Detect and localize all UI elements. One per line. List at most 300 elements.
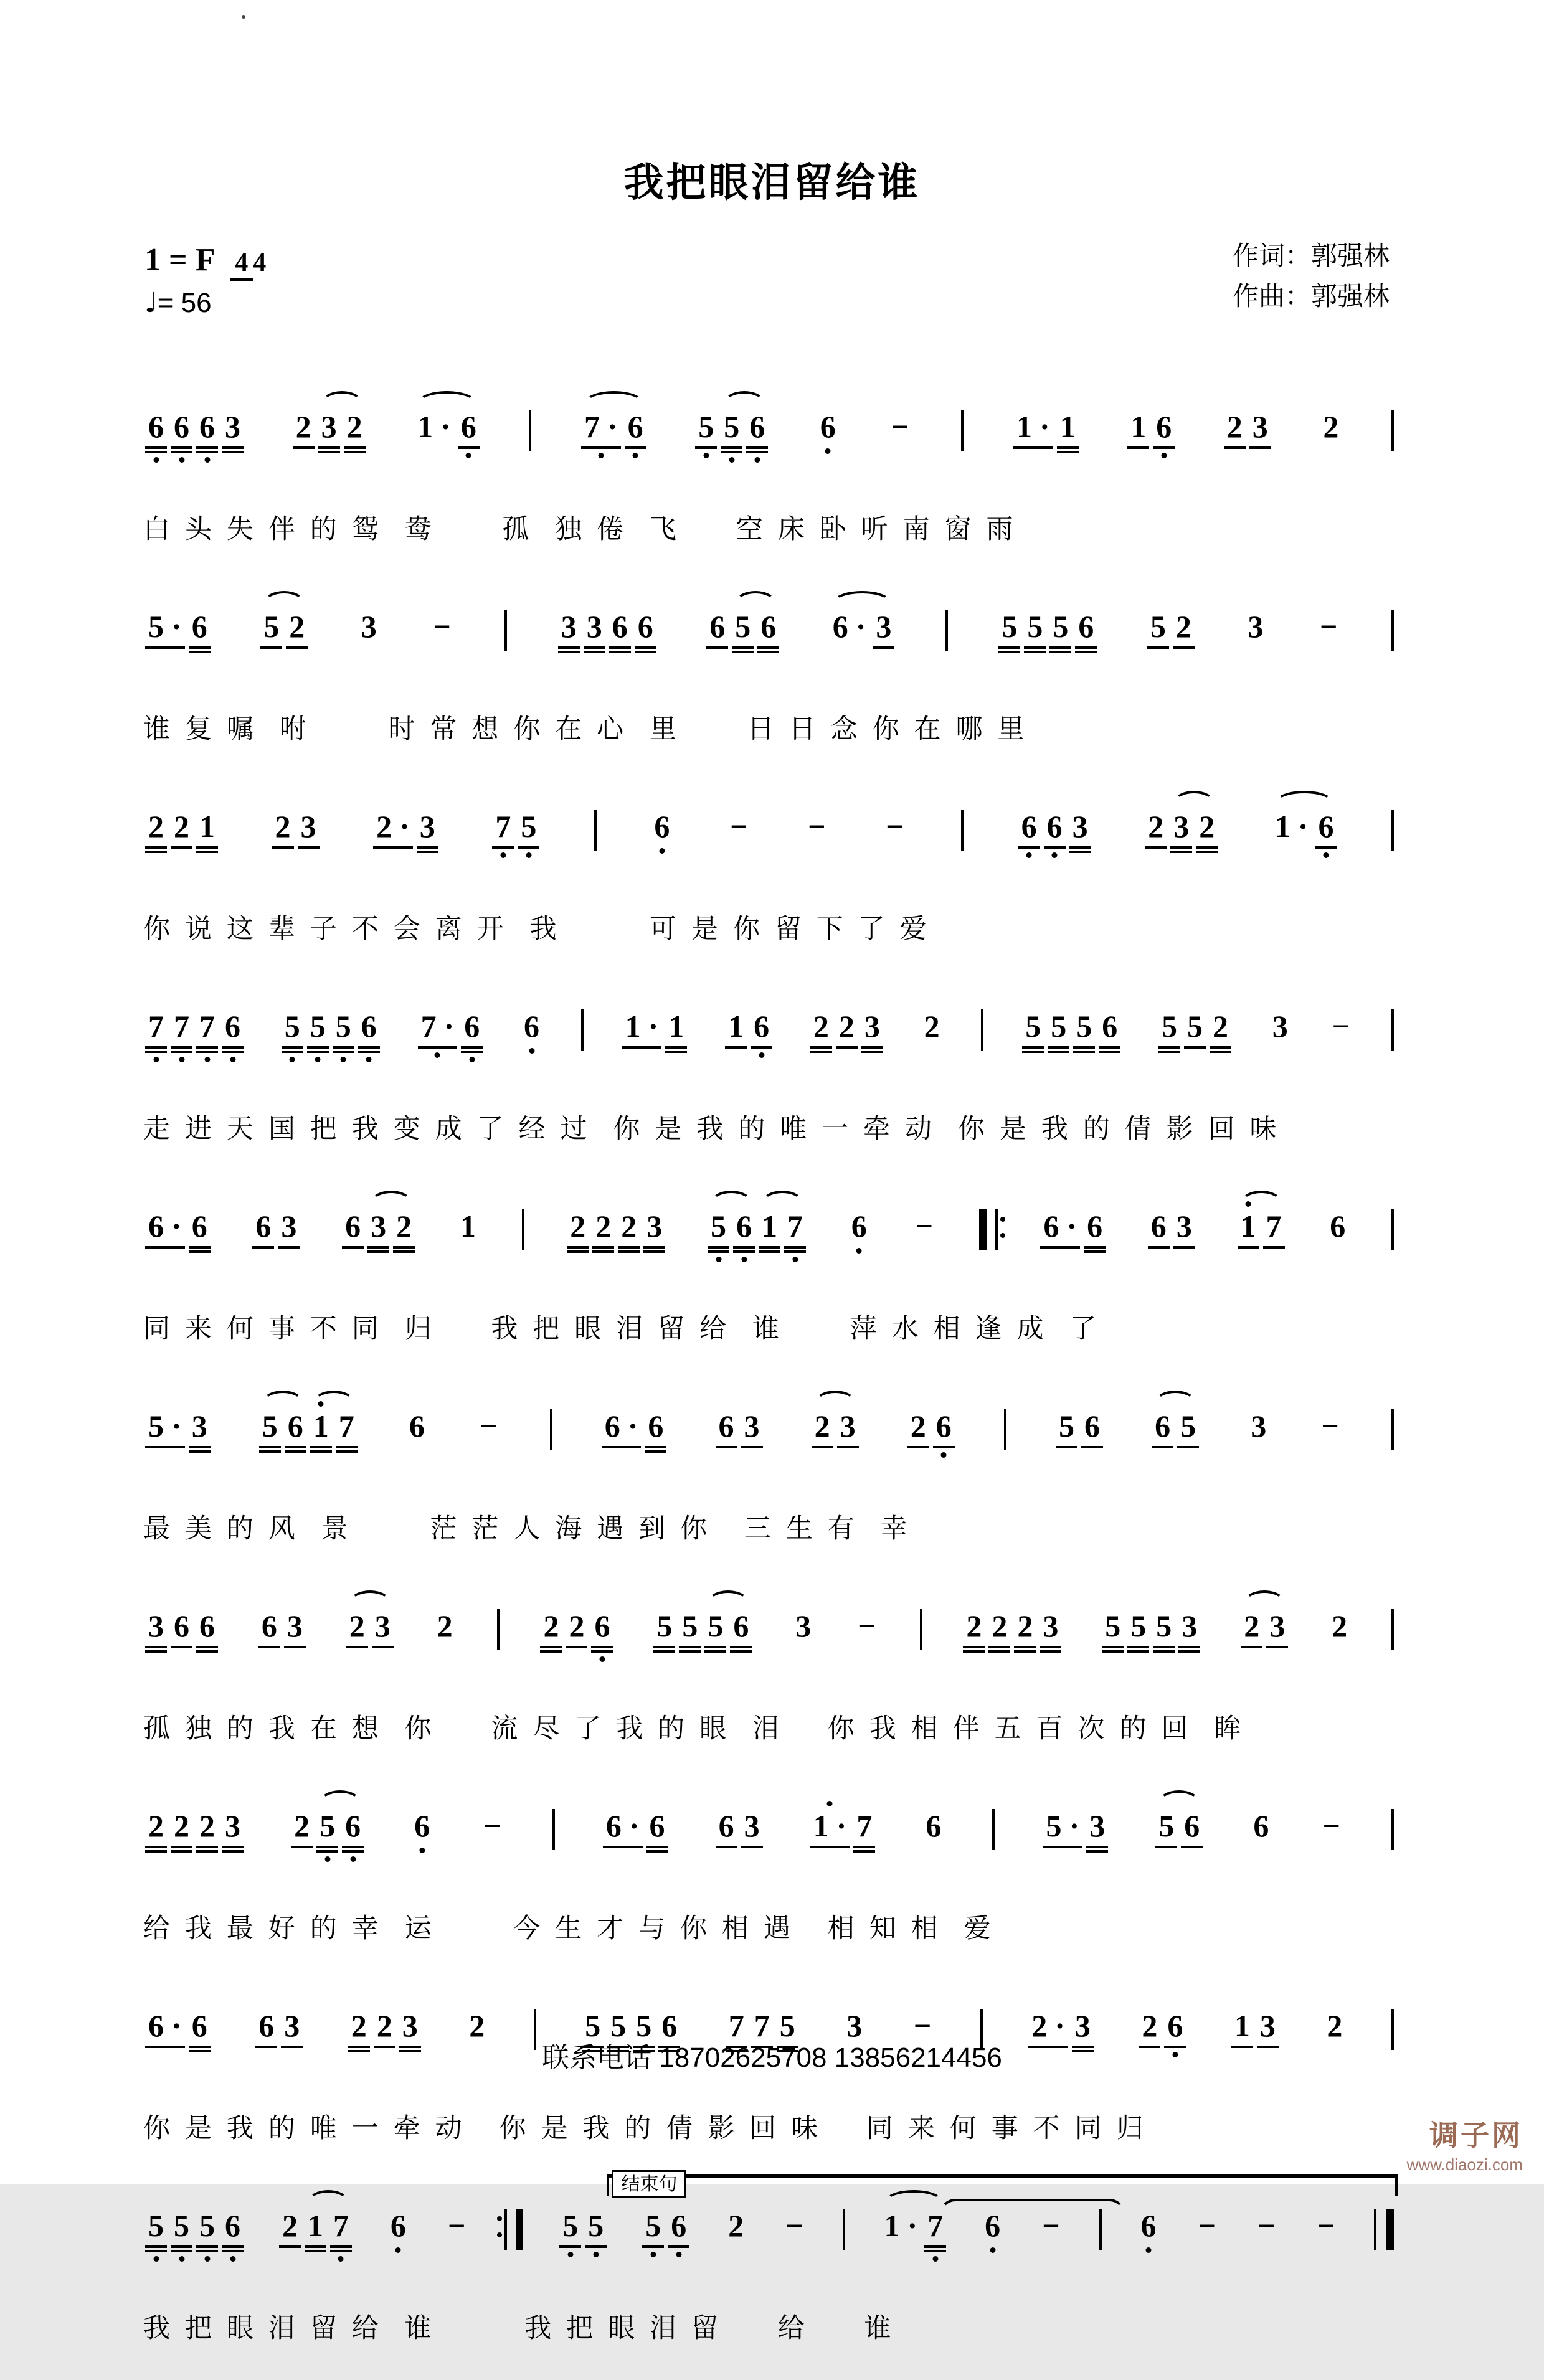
note: 5 (1177, 1409, 1199, 1448)
beam-underline (592, 1244, 614, 1253)
note: 6 (409, 1409, 425, 1443)
beam-underline (342, 1244, 364, 1249)
beam-underline (558, 645, 580, 653)
note: 2 (988, 1609, 1010, 1653)
note: 1 · (417, 409, 451, 444)
beam-underline (725, 1044, 747, 1049)
lyrics-row: 谁 复 嘱 咐 时 常 想 你 在 心 里 日 日 念 你 在 哪 里 (143, 714, 1028, 744)
note: 3 (278, 1209, 300, 1249)
beat-group (1037, 2209, 1065, 2244)
beat-group (910, 1209, 938, 1244)
note: 6 (189, 610, 211, 653)
beam-underline (1073, 1044, 1095, 1053)
notes-row (143, 1381, 1396, 1489)
beam-underline (284, 1644, 306, 1648)
augmentation-dot: · (171, 1409, 182, 1443)
beat-group (1145, 610, 1196, 649)
slur-group (258, 610, 310, 649)
beam-underline (196, 2244, 218, 2252)
note: 2 · (373, 810, 413, 849)
note: 6 (521, 1009, 542, 1044)
note: 3 (584, 610, 605, 653)
beam-underline (196, 1044, 218, 1053)
note: 6 (668, 2209, 689, 2248)
duration-dash: − (729, 809, 748, 844)
beam-underline (853, 1844, 875, 1853)
beat-group (640, 2209, 691, 2248)
beam-underline (393, 1244, 415, 1253)
note: 5 · (145, 1409, 185, 1448)
barline (497, 1609, 500, 1650)
note: 5 (1024, 610, 1046, 653)
note: 5 (1153, 1609, 1175, 1653)
beam-underline (618, 1244, 640, 1253)
beam-underline (293, 445, 315, 449)
beat-group (879, 2209, 949, 2252)
beam-underline (645, 1444, 666, 1453)
lyrics-row: 走 进 天 国 把 我 变 成 了 经 过 你 是 我 的 唯 一 牵 动 你 是 我 的 倩 影 回 味 (143, 1114, 1281, 1144)
beat-group (853, 1609, 881, 1644)
beat-group (1327, 1009, 1355, 1044)
beam-underline (358, 1044, 380, 1053)
note: 6 (252, 1209, 274, 1249)
note: 7 (196, 1009, 218, 1053)
note: 1 · (622, 1009, 662, 1049)
augmentation-dot: · (443, 1009, 455, 1044)
note: 5 (708, 1209, 729, 1253)
beam-underline (1084, 1244, 1106, 1253)
watermark-site-name: 调子网 (1429, 2119, 1523, 2151)
note: 2 (1196, 810, 1218, 853)
note: 3 (189, 1409, 211, 1453)
duration-dash: − (1317, 2208, 1335, 2243)
beam-underline (196, 1844, 218, 1853)
beam-underline (584, 645, 605, 653)
note: 3 (1170, 810, 1192, 853)
slur-group (303, 2209, 354, 2252)
beam-underline (1153, 445, 1175, 449)
beam-underline (307, 1044, 329, 1053)
note: 1 (1238, 1209, 1259, 1249)
beam-underline (836, 1044, 858, 1049)
beat-group (810, 1409, 861, 1448)
note: 1 · (1013, 410, 1053, 449)
lyrics-row: 我 把 眼 泪 留 给 谁 我 把 眼 泪 留 给 谁 (143, 2313, 895, 2343)
beam-underline (704, 1644, 726, 1653)
note: 2 (1014, 1609, 1036, 1653)
beat-group (693, 410, 770, 453)
beam-underline (171, 1044, 192, 1053)
beam-underline (1014, 1644, 1036, 1653)
note: 3 (1173, 1209, 1195, 1249)
beat-group (815, 410, 841, 445)
beam-underline (196, 445, 218, 453)
note: 6 (387, 2209, 409, 2244)
beat-group (1038, 1209, 1107, 1253)
beam-underline (1024, 645, 1046, 653)
beam-underline (810, 1844, 850, 1848)
note: 7 (492, 810, 514, 849)
beat-group (565, 1209, 667, 1253)
note: 1 (759, 1209, 780, 1253)
augmentation-dot: · (648, 1009, 659, 1044)
note: 3 (1069, 810, 1091, 853)
note: 6 · (602, 1409, 642, 1448)
beat-group (371, 810, 440, 853)
beam-underline (1022, 1044, 1044, 1053)
beam-underline (837, 1444, 859, 1448)
note: 6 (848, 1209, 870, 1244)
note: 5 (653, 1609, 675, 1653)
note: 2 (963, 1609, 985, 1653)
beam-underline (665, 1044, 687, 1053)
barline (1391, 610, 1394, 651)
note: 6 (933, 1409, 955, 1448)
note: 2 (374, 2009, 395, 2048)
beam-underline (812, 1444, 833, 1448)
note: 2 (540, 1609, 562, 1653)
note: 5 (582, 2009, 604, 2052)
beat-group (340, 1209, 417, 1253)
beam-underline (196, 844, 218, 853)
note: 3 (846, 2008, 863, 2043)
beat-group (1016, 810, 1093, 853)
beam-underline (668, 2244, 689, 2248)
note: 6 (1148, 1209, 1170, 1249)
note: 5 (1048, 1009, 1069, 1053)
beam-underline (757, 645, 779, 653)
slur-group (308, 1409, 359, 1453)
beam-underline (259, 1444, 281, 1453)
note: 6 (1018, 810, 1040, 849)
note: 6 (746, 410, 768, 453)
note: 2 (1173, 610, 1195, 649)
beat-group (143, 1009, 245, 1053)
slur-group (1236, 1209, 1287, 1249)
note: 1 · (810, 1809, 850, 1848)
note: 3 (281, 2009, 303, 2048)
note: 3 (1072, 2009, 1094, 2052)
barline (981, 1009, 983, 1051)
beam-underline (189, 1444, 211, 1453)
beat-group (1312, 2209, 1340, 2244)
augmentation-dot: · (1054, 2008, 1065, 2043)
duration-dash: − (483, 1808, 501, 1843)
note: 6 (358, 1009, 380, 1053)
note: 1 (665, 1009, 687, 1053)
note: 6 (817, 410, 839, 445)
beat-group (257, 1409, 359, 1453)
beat-group (1193, 2209, 1221, 2244)
note: 6 (730, 1609, 752, 1653)
repeat-end-barline (504, 2209, 523, 2250)
beam-underline (1158, 1044, 1180, 1053)
slur-group (316, 410, 367, 453)
ending-label: 结束句 (612, 2170, 686, 2198)
beat-group (1153, 1809, 1205, 1848)
beam-underline (907, 1444, 929, 1448)
note: 6 (1099, 1009, 1120, 1053)
barline (843, 2209, 845, 2250)
beat-group (919, 1009, 945, 1044)
note: 2 (291, 1809, 313, 1848)
barline (1391, 1209, 1394, 1250)
note: 2 (293, 410, 315, 449)
note: 2 (1210, 1009, 1231, 1053)
score-line (143, 381, 1396, 546)
note: 3 (318, 410, 340, 453)
beam-underline (602, 1444, 642, 1448)
score-body (143, 381, 1396, 2380)
beam-underline (1127, 445, 1149, 449)
note: 5 (260, 610, 282, 649)
credits (1233, 235, 1390, 316)
note: 3 (1248, 609, 1264, 644)
tempo-marking: ♩= 56 (144, 287, 212, 319)
augmentation-dot: · (1297, 809, 1309, 844)
beat-group (808, 1809, 878, 1853)
duration-dash: − (433, 609, 451, 644)
note: 3 (372, 1609, 394, 1648)
beam-underline (171, 844, 192, 849)
beam-underline (1263, 1244, 1285, 1249)
note: 6 (706, 610, 728, 649)
note: 6 · (832, 609, 866, 644)
augmentation-dot: · (627, 1409, 638, 1443)
barline (961, 810, 964, 851)
note: 2 (1241, 1609, 1262, 1648)
note: 5 (642, 2209, 664, 2248)
notes-row (143, 1580, 1396, 1689)
slur-group (730, 610, 781, 653)
beam-underline (222, 2244, 244, 2252)
beam-underline (291, 1844, 313, 1848)
note: 3 (1251, 1409, 1267, 1443)
note: 6 (1164, 2009, 1186, 2048)
song-title: 我把眼泪留给谁 (623, 160, 921, 205)
beam-underline (1177, 1444, 1199, 1448)
beam-underline (1184, 1044, 1206, 1049)
beat-group (404, 1409, 430, 1444)
note: 2 (566, 1609, 587, 1648)
note: 6 (651, 810, 673, 844)
beat-group (1327, 1609, 1352, 1644)
note: 2 (567, 1209, 589, 1253)
beam-underline (1196, 844, 1218, 853)
beat-group (620, 1009, 689, 1053)
note: 6 (716, 1809, 737, 1848)
barline (945, 610, 948, 651)
beat-group (344, 1609, 395, 1648)
beam-underline (706, 645, 728, 649)
note: 5 (1158, 1009, 1180, 1053)
beat-group (1054, 1409, 1105, 1448)
tie-arc (939, 2199, 1126, 2225)
beam-underline (145, 2244, 167, 2252)
beam-underline (1210, 1044, 1231, 1053)
slur-group (1153, 1809, 1205, 1848)
beat-group (980, 2209, 1005, 2244)
beam-underline (741, 1844, 763, 1848)
notes-row (143, 781, 1396, 889)
beat-group (556, 610, 658, 653)
beam-underline (732, 645, 754, 653)
duration-dash: − (886, 809, 904, 844)
contact-footer: 联系电话 18702625708 13856214456 (542, 2042, 1002, 2073)
beam-underline (1152, 1444, 1173, 1448)
note: 6 (196, 1609, 218, 1653)
note: 2 (1139, 2009, 1160, 2048)
note: 6 (1152, 1409, 1173, 1448)
beat-group (416, 1009, 485, 1053)
beat-group (538, 1609, 615, 1653)
note: 6 (189, 1209, 211, 1253)
notes-row (143, 2180, 1396, 2288)
note: 6 (342, 1809, 364, 1853)
augmentation-dot: · (440, 409, 451, 444)
beat-group (280, 1009, 382, 1053)
note: 5 (559, 2209, 581, 2248)
note: 3 (399, 2009, 421, 2052)
note: 2 (1145, 810, 1167, 849)
note: 3 (222, 1809, 244, 1853)
note: 5 (196, 2209, 218, 2252)
note: 6 (145, 410, 167, 453)
beat-group (1243, 610, 1268, 645)
note: 6 (222, 1009, 244, 1053)
note: 2 (1332, 1608, 1348, 1643)
note: 6 (196, 410, 218, 453)
barline (1391, 810, 1394, 851)
beam-underline (643, 1244, 665, 1253)
note: 1 · (884, 2208, 918, 2243)
notes-row (143, 381, 1396, 489)
beam-underline (716, 1844, 737, 1848)
note: 6 (591, 1609, 613, 1653)
beam-underline (642, 2244, 664, 2248)
beat-group (289, 1809, 366, 1853)
beam-underline (342, 1844, 364, 1853)
note: 7 (784, 1209, 806, 1253)
beat-group (601, 1809, 670, 1853)
barline (1391, 1409, 1394, 1450)
note: 6 (733, 1209, 755, 1253)
beam-underline (646, 1844, 668, 1853)
barline (522, 1209, 524, 1250)
lyrics-row: 孤 独 的 我 在 想 你 流 尽 了 我 的 眼 泪 你 我 相 伴 五 百 次 的 回 眸 (143, 1714, 1245, 1744)
beat-group (143, 1209, 212, 1253)
note: 5 (721, 410, 742, 453)
note: 3 (1249, 410, 1271, 449)
note: 5 (316, 1809, 338, 1853)
note: 5 (1056, 1409, 1077, 1448)
note: 2 (171, 1809, 192, 1853)
beam-underline (336, 1444, 358, 1453)
beat-group (1316, 1409, 1344, 1444)
note: 6 (342, 1209, 364, 1249)
beat-group (1222, 410, 1273, 449)
note: 7 (726, 2009, 747, 2052)
note: 5 (1102, 1609, 1124, 1653)
note: 2 (279, 2209, 301, 2248)
beam-underline (1145, 844, 1167, 849)
barline (552, 1809, 555, 1850)
beam-underline (145, 1644, 167, 1653)
beam-underline (1173, 1244, 1195, 1249)
beam-underline (1048, 1044, 1069, 1053)
beam-underline (567, 1244, 589, 1253)
beat-group (277, 2209, 354, 2252)
note: 2 (145, 810, 167, 853)
beam-underline (933, 1444, 955, 1448)
beat-group (386, 2209, 411, 2244)
beam-underline (746, 445, 768, 453)
note: 5 (585, 2209, 607, 2248)
beam-underline (171, 2244, 192, 2252)
beat-group (412, 410, 481, 449)
note: 3 (361, 609, 377, 644)
beat-group (250, 1209, 301, 1249)
beam-underline (1040, 1644, 1061, 1653)
note: 1 (1231, 2009, 1253, 2048)
note: 5 (1155, 1809, 1177, 1848)
beat-group (143, 1809, 245, 1853)
slur-group (344, 1609, 395, 1648)
duration-dash: − (1257, 2208, 1276, 2243)
beam-underline (924, 2244, 946, 2252)
beat-group (455, 1209, 481, 1244)
note: 7 (145, 1009, 167, 1053)
beam-underline (189, 1244, 211, 1253)
beat-group (1253, 2209, 1281, 2244)
beam-underline (260, 645, 282, 649)
beat-group (600, 1409, 669, 1453)
note: 1 · (1274, 809, 1309, 844)
note: 6 (646, 1809, 668, 1853)
beam-underline (810, 1044, 832, 1053)
note: 7 (336, 1409, 358, 1453)
beat-group (723, 1009, 774, 1049)
score-line (143, 1381, 1396, 1546)
duration-dash: − (1198, 2208, 1216, 2243)
repeat-start-barline (979, 1209, 998, 1250)
note: 6 (411, 1809, 433, 1844)
barline (1391, 1009, 1394, 1051)
note: 5 (695, 410, 717, 449)
note: 6 (625, 410, 646, 449)
note: 5 (777, 2009, 798, 2052)
slur-group (579, 410, 648, 449)
augmentation-dot: · (1066, 1209, 1077, 1244)
beat-group (1020, 1009, 1122, 1053)
beam-underline (310, 1444, 332, 1453)
note: 2 (1327, 2008, 1343, 2043)
note: 7 (171, 1009, 192, 1053)
note: 6 · (145, 1209, 185, 1249)
lyricist-credit: 作词：郭强林 (1232, 241, 1390, 270)
beam-underline (492, 844, 514, 849)
beat-group (780, 2209, 808, 2244)
lyrics-row: 给 我 最 好 的 幸 运 今 生 才 与 你 相 遇 相 知 相 爱 (143, 1914, 995, 1943)
note: 6 (461, 1009, 483, 1053)
notes-row (143, 981, 1396, 1089)
beat-group (649, 810, 675, 844)
note: 6 (658, 2009, 680, 2052)
note: 5 (307, 1009, 329, 1053)
ending-bracket (607, 2174, 1398, 2196)
note: 2 (272, 810, 294, 849)
note: 7 (330, 2209, 352, 2252)
